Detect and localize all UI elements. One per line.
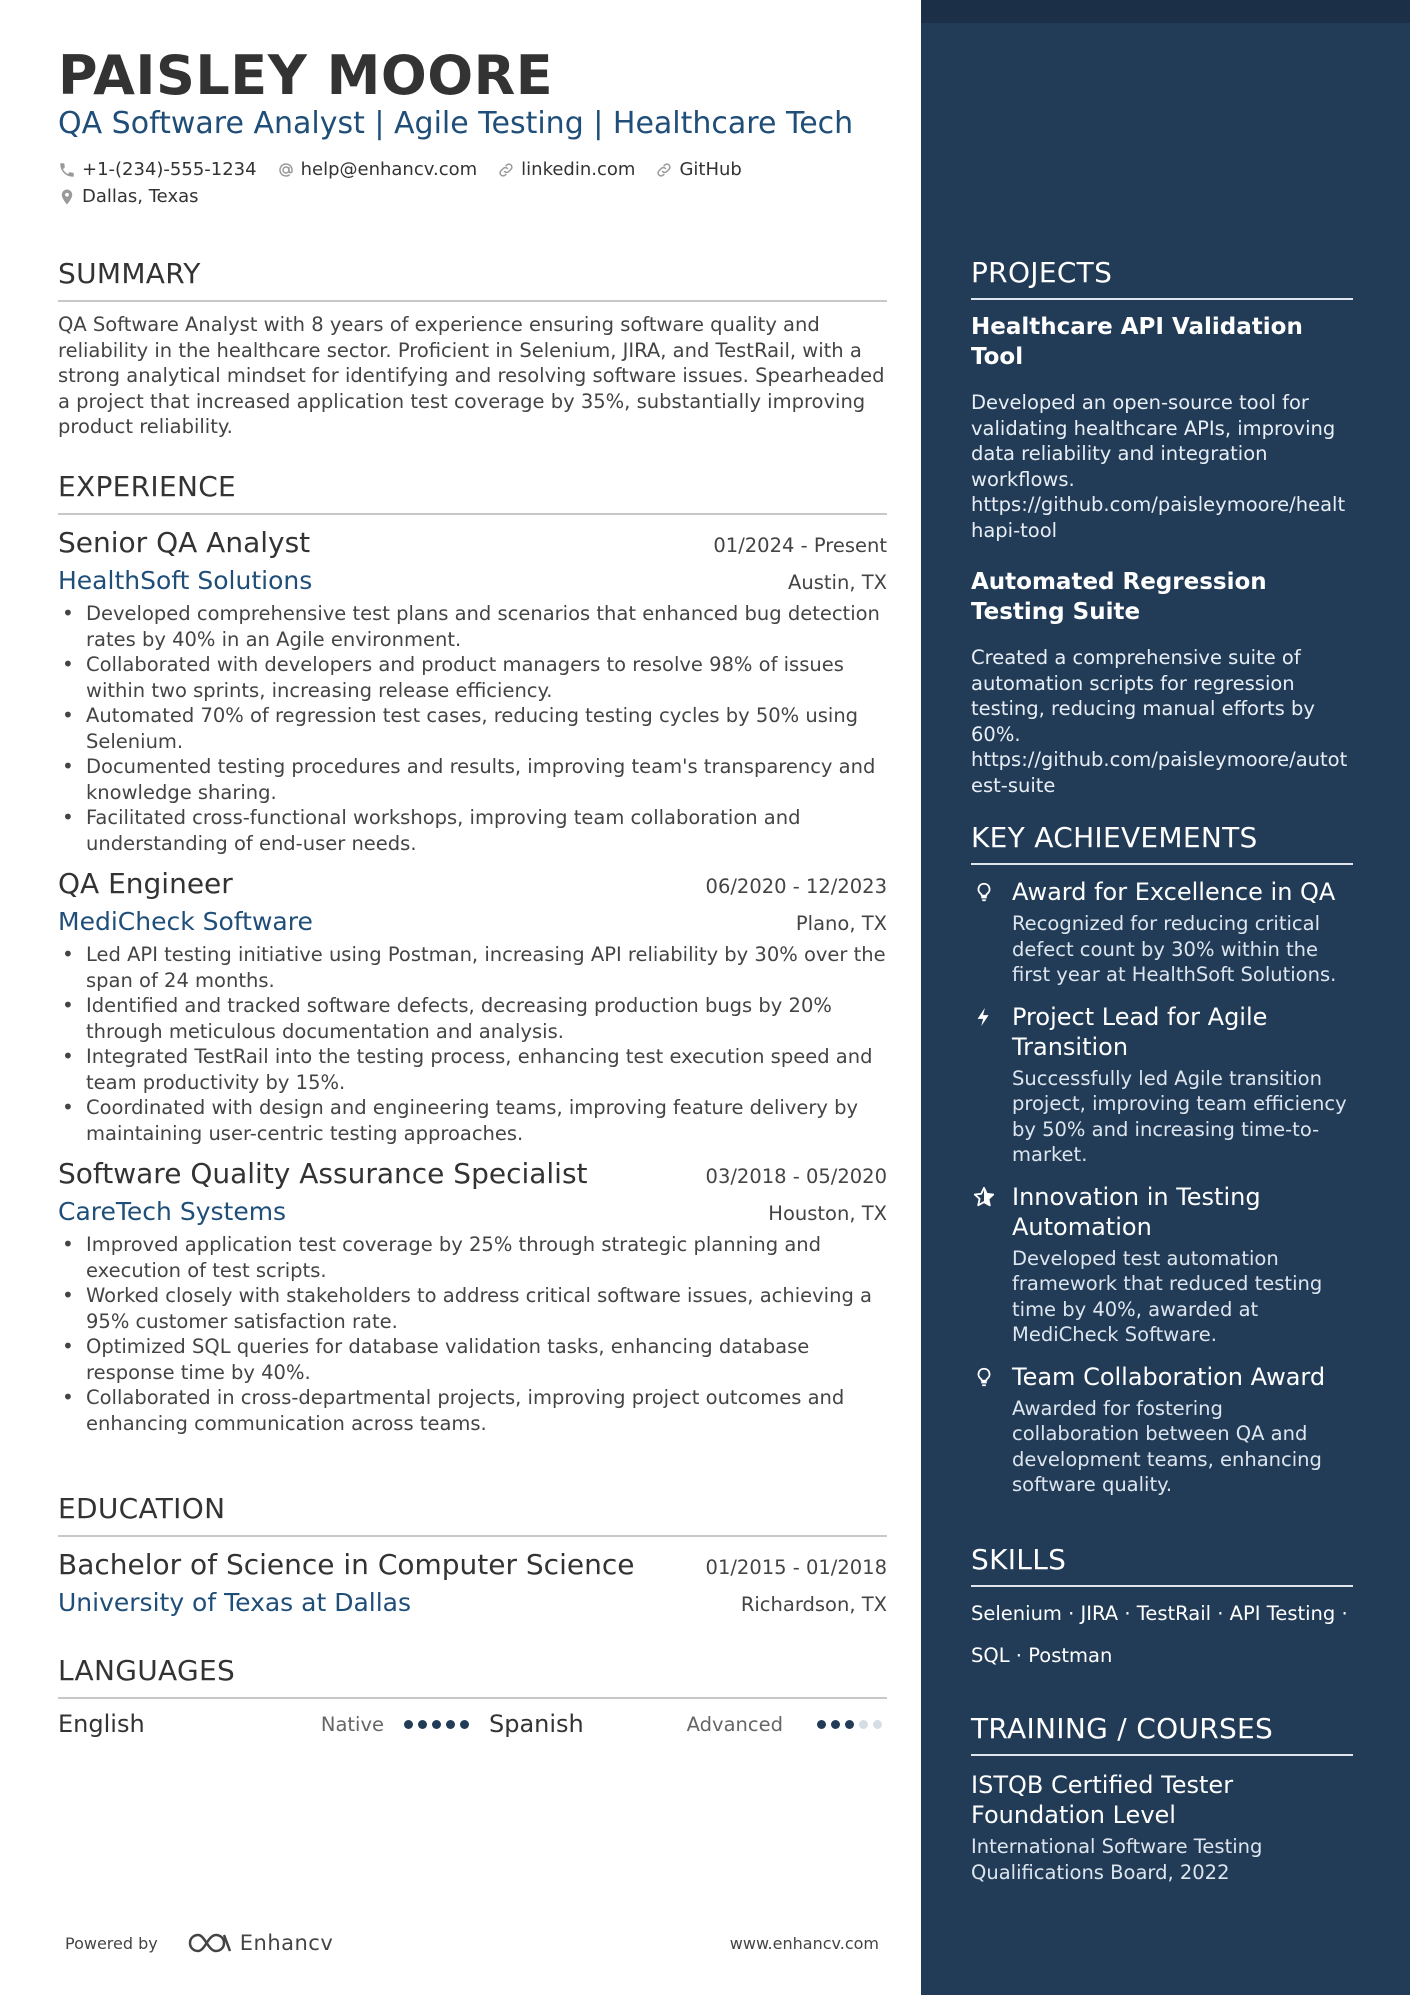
- experience-section: [58, 471, 887, 1436]
- rating-dot-empty: [873, 1720, 882, 1729]
- achievement-item: [971, 877, 1353, 988]
- linkedin-text: linkedin.com: [521, 159, 636, 180]
- experience-title: EXPERIENCE: [58, 471, 887, 515]
- bolt-icon: [973, 1006, 995, 1028]
- footer: [65, 1930, 879, 1956]
- enhancv-brand[interactable]: [186, 1930, 334, 1956]
- bullet-item: • Automated 70% of regression test cases, reducing testing cycles by 50% using Selenium.: [58, 703, 887, 754]
- linkedin-contact[interactable]: [497, 157, 635, 183]
- bullet-item: • Worked closely with stakeholders to address critical software issues, achieving a 95% customer satisfaction rate.: [58, 1283, 887, 1334]
- bullet-item: • Documented testing procedures and results, improving team's transparency and knowledge sharing.: [58, 754, 887, 805]
- summary-title: SUMMARY: [58, 258, 887, 302]
- project-title: Healthcare API Validation Tool: [971, 314, 1303, 370]
- language-name: Spanish: [489, 1710, 584, 1738]
- brand-name: Enhancv: [239, 1931, 334, 1955]
- skills-title: SKILLS: [971, 1545, 1353, 1587]
- sidebar: [921, 0, 1410, 1995]
- website-link[interactable]: www.enhancv.com: [729, 1933, 879, 1953]
- projects-section: [971, 258, 1353, 798]
- project-description: [971, 645, 1353, 798]
- job-dates: 01/2024 - Present: [713, 534, 887, 557]
- education-entry: [58, 1547, 887, 1619]
- project-link[interactable]: https://github.com/paisleymoore/healthapi-tool: [971, 493, 1346, 542]
- skill-item: JIRA: [1080, 1602, 1119, 1625]
- rating-dot-filled: [831, 1720, 840, 1729]
- job-dates: 03/2018 - 05/2020: [705, 1165, 887, 1188]
- location-contact: [58, 184, 199, 210]
- achievement-description: Awarded for fostering collaboration between QA and development teams, enhancing software quality.: [1012, 1396, 1322, 1496]
- training-section: [971, 1714, 1353, 1885]
- bullet-item: • Facilitated cross-functional workshops, improving team collaboration and understanding of end-user needs.: [58, 805, 887, 856]
- location-text: Dallas, Texas: [82, 186, 199, 207]
- job-role: Software Quality Assurance Specialist: [58, 1157, 588, 1190]
- skills-section: [971, 1545, 1353, 1677]
- achievement-item: [971, 1182, 1353, 1348]
- job-bullets: [58, 1232, 887, 1436]
- course-title: ISTQB Certified Tester Foundation Level: [971, 1771, 1234, 1829]
- job-role: QA Engineer: [58, 867, 233, 900]
- school: University of Texas at Dallas: [58, 1588, 412, 1617]
- rating-dot-filled: [404, 1720, 413, 1729]
- sidebar-top-strip: [921, 0, 1410, 23]
- job-entry: [58, 866, 887, 1146]
- project-title: Automated Regression Testing Suite: [971, 569, 1267, 625]
- course-description: International Software Testing Qualifications Board, 2022: [971, 1835, 1263, 1884]
- at-icon: [277, 161, 295, 179]
- bullet-item: • Coordinated with design and engineering teams, improving feature delivery by maintaining user-centric testing approaches.: [58, 1095, 887, 1146]
- job-entry: [58, 525, 887, 856]
- language-item: [489, 1710, 887, 1738]
- rating-dot-filled: [446, 1720, 455, 1729]
- map-pin-icon: [58, 188, 76, 206]
- skill-item: SQL: [971, 1644, 1010, 1667]
- contact-info: [58, 157, 762, 210]
- language-level: Advanced: [686, 1712, 783, 1736]
- summary-text: QA Software Analyst with 8 years of experience ensuring software quality and reliability in the healthcare sector. Proficient in Selenium, JIRA, and TestRail, with a strong analytical mindset for identifying and resolving software issues. Spearheaded a project that increased application test coverage by 35%, substantially improving product reliability.: [58, 313, 885, 438]
- training-title: TRAINING / COURSES: [971, 1714, 1353, 1756]
- language-rating: [404, 1720, 474, 1729]
- github-text: GitHub: [679, 159, 742, 180]
- job-company: HealthSoft Solutions: [58, 566, 313, 595]
- email-contact[interactable]: [277, 157, 478, 183]
- achievement-title: Award for Excellence in QA: [1012, 878, 1336, 906]
- job-location: Plano, TX: [795, 912, 887, 935]
- star-icon: [973, 1186, 995, 1208]
- job-role: Senior QA Analyst: [58, 526, 311, 559]
- phone-text: +1-(234)-555-1234: [82, 159, 257, 180]
- job-company: MediCheck Software: [58, 907, 313, 936]
- education-dates: 01/2015 - 01/2018: [705, 1556, 887, 1579]
- link-icon: [497, 161, 515, 179]
- powered-by-label: Powered by: [65, 1933, 158, 1953]
- achievement-title: Innovation in Testing Automation: [1012, 1182, 1261, 1241]
- achievement-item: [971, 1362, 1353, 1498]
- email-text: help@enhancv.com: [300, 159, 478, 180]
- achievements-title: KEY ACHIEVEMENTS: [971, 823, 1353, 865]
- bullet-item: • Optimized SQL queries for database validation tasks, enhancing database response time by 40%.: [58, 1334, 887, 1385]
- project-link[interactable]: https://github.com/paisleymoore/autotest-suite: [971, 748, 1348, 797]
- bullet-item: • Developed comprehensive test plans and scenarios that enhanced bug detection rates by 40% in an Agile environment.: [58, 601, 887, 652]
- rating-dot-filled: [418, 1720, 427, 1729]
- bullet-item: • Led API testing initiative using Postman, increasing API reliability by 30% over the span of 24 months.: [58, 942, 887, 993]
- achievement-title: Project Lead for Agile Transition: [1012, 1002, 1268, 1061]
- phone-icon: [58, 161, 76, 179]
- languages-title: LANGUAGES: [58, 1655, 887, 1699]
- rating-dot-filled: [432, 1720, 441, 1729]
- bullet-item: • Collaborated in cross-departmental projects, improving project outcomes and enhancing communication across teams.: [58, 1385, 887, 1436]
- summary-section: [58, 258, 887, 440]
- job-bullets: [58, 942, 887, 1146]
- rating-dot-empty: [859, 1720, 868, 1729]
- job-company: CareTech Systems: [58, 1197, 287, 1226]
- achievement-description: Recognized for reducing critical defect count by 30% within the first year at HealthSoft Solutions.: [1012, 912, 1337, 986]
- enhancv-logo-icon: [186, 1930, 234, 1956]
- achievement-item: [971, 1002, 1353, 1168]
- language-item: [58, 1710, 489, 1738]
- job-entry: [58, 1156, 887, 1436]
- education-title: EDUCATION: [58, 1493, 887, 1537]
- languages-section: [58, 1655, 887, 1739]
- github-contact[interactable]: [655, 157, 741, 183]
- rating-dot-filled: [845, 1720, 854, 1729]
- language-rating: [817, 1720, 887, 1729]
- lightbulb-icon: [973, 881, 995, 903]
- rating-dot-filled: [460, 1720, 469, 1729]
- skill-item: Selenium: [971, 1602, 1062, 1625]
- education-section: [58, 1493, 887, 1619]
- job-location: Austin, TX: [788, 571, 887, 594]
- skill-item: API Testing: [1229, 1602, 1336, 1625]
- language-name: English: [58, 1710, 145, 1738]
- achievement-title: Team Collaboration Award: [1012, 1362, 1326, 1391]
- project-text: Created a comprehensive suite of automation scripts for regression testing, reducing manual efforts by 60%.: [971, 646, 1315, 746]
- candidate-name: PAISLEY MOORE: [58, 44, 554, 107]
- language-level: Native: [320, 1712, 384, 1736]
- project-text: Developed an open-source tool for validating healthcare APIs, improving data reliability and integration workflows.: [971, 391, 1336, 491]
- lightbulb-icon: [973, 1366, 995, 1388]
- rating-dot-filled: [817, 1720, 826, 1729]
- headline: QA Software Analyst | Agile Testing | Healthcare Tech: [58, 106, 854, 141]
- projects-title: PROJECTS: [971, 258, 1353, 300]
- job-dates: 06/2020 - 12/2023: [705, 875, 887, 898]
- education-location: Richardson, TX: [740, 1593, 887, 1616]
- skill-item: TestRail: [1136, 1602, 1212, 1625]
- achievements-section: [971, 823, 1353, 1498]
- degree: Bachelor of Science in Computer Science: [58, 1548, 635, 1581]
- achievement-description: Developed test automation framework that reduced testing time by 40%, awarded at MediCheck Software.: [1012, 1246, 1323, 1346]
- job-location: Houston, TX: [768, 1202, 887, 1225]
- project-description: [971, 390, 1353, 543]
- bullet-item: • Identified and tracked software defects, decreasing production bugs by 20% through meticulous documentation and analysis.: [58, 993, 887, 1044]
- bullet-item: • Collaborated with developers and product managers to resolve 98% of issues within two sprints, increasing release efficiency.: [58, 652, 887, 703]
- bullet-item: • Improved application test coverage by 25% through strategic planning and execution of test scripts.: [58, 1232, 887, 1283]
- job-bullets: [58, 601, 887, 856]
- phone-contact[interactable]: [58, 157, 257, 183]
- skills-list: Selenium · JIRA · TestRail · API Testing · SQL · Postman: [971, 1602, 1348, 1667]
- achievement-description: Successfully led Agile transition project, improving team efficiency by 50% and increasing time-to-market.: [1012, 1066, 1347, 1166]
- skill-item: Postman: [1028, 1644, 1113, 1667]
- link-icon: [655, 161, 673, 179]
- bullet-item: • Integrated TestRail into the testing process, enhancing test execution speed and team productivity by 15%.: [58, 1044, 887, 1095]
